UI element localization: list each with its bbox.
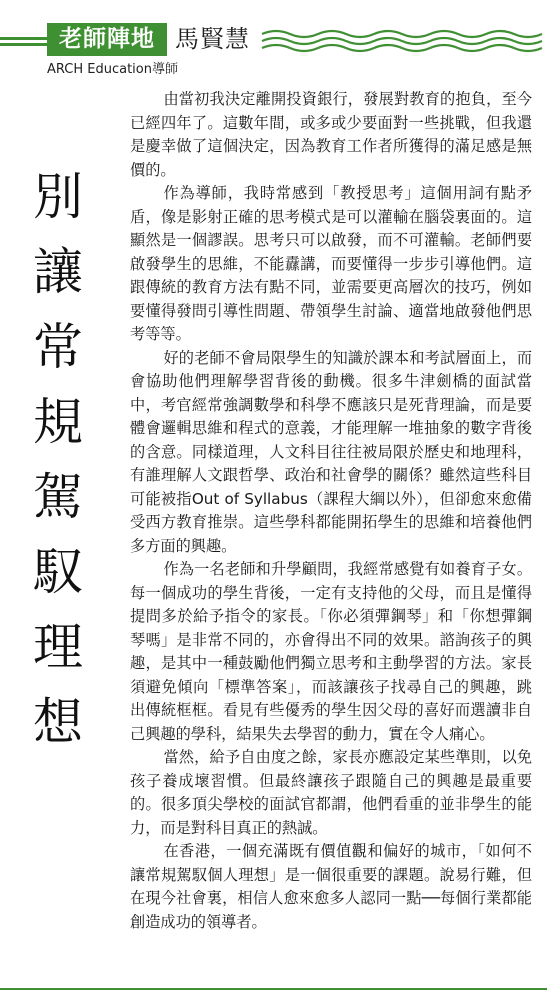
title-char: 駕 [33, 468, 83, 526]
column-header [0, 0, 547, 84]
article-paragraph: 作為導師，我時常感到「教授思考」這個用詞有點矛盾，像是影射正確的思考模式是可以灌輸在腦袋裏面的。這顯然是一個謬誤。思考只可以啟發，而不可灌輸。老師們要啟發學生的思維，不能纛講，而要懂得一步步引導他們。這跟傳統的教育方法有點不同，並需要更高層次的技巧，例如要懂得發問引導性問題、帶領學生討論、適當地啟發他們思考等等。 [130, 184, 532, 343]
stripes-decoration [0, 37, 47, 47]
title-char: 馭 [33, 543, 83, 601]
bottom-rule [0, 988, 547, 990]
section-tag: 老師陣地 [47, 23, 167, 56]
author-name: 馬賢慧 [175, 25, 250, 53]
article-body [130, 88, 532, 934]
title-char: 別 [33, 168, 83, 226]
article-paragraph: 當然，給予自由度之餘，家長亦應設定某些準則，以免孩子養成壞習慣。但最終讓孩子跟隨自己的興趣是最重要的。很多頂尖學校的面試官都謂，他們看重的並非學生的能力，而是對科目真正的熱誠。 [130, 748, 532, 837]
title-char: 想 [33, 693, 83, 751]
title-char: 讓 [33, 243, 83, 301]
author-subtitle: ARCH Education導師 [47, 62, 178, 77]
vertical-title [28, 160, 88, 760]
article-paragraph: 由當初我決定離開投資銀行，發展對教育的抱負，至今已經四年了。這數年間，或多或少要面對一些挑戰，但我還是慶幸做了這個決定，因為教育工作者所獲得的滿足感是無價的。 [130, 90, 532, 179]
title-char: 規 [33, 393, 83, 451]
title-char: 常 [33, 318, 83, 376]
article-paragraph: 好的老師不會局限學生的知識於課本和考試層面上，而會協助他們理解學習背後的動機。很多牛津劍橋的面試當中，考官經常強調數學和科學不應該只是死背理論，而是要體會邏輯思維和程式的意義，才能理解一堆抽象的數字背後的含意。同樣道理，人文科目往往被局限於歷史和地理科，有誰理解人文跟哲學、政治和社會學的關係？雖然這些科目可能被指Out of Syllabus（課程大綱以外），但卻愈來愈備受西方教育推崇。這些學科都能開拓學生的思維和培養他們多方面的興趣。 [130, 348, 532, 555]
article-paragraph: 作為一名老師和升學顧問，我經常感覺有如養育子女。每一個成功的學生背後，一定有支持他的父母，而且是懂得提問多於給予指令的家長。「你必須彈鋼琴」和「你想彈鋼琴嗎」是非常不同的，亦會得出不同的效果。諮詢孩子的興趣，是其中一種鼓勵他們獨立思考和主動學習的方法。家長須避免傾向「標準答案」，而該讓孩子找尋自己的興趣，跳出傳統框框。看見有些優秀的學生因父母的喜好而選讀非自己興趣的學科，結果失去學習的動力，實在令人痛心。 [130, 560, 532, 743]
title-char: 理 [33, 618, 83, 676]
article-paragraph: 在香港，一個充滿既有價值觀和偏好的城市，「如何不讓常規駕馭個人理想」是一個很重要的課題。說易行難，但在現今社會裏，相信人愈來愈多人認同一點──每個行業都能創造成功的領導者。 [130, 842, 532, 931]
wave-decoration [258, 26, 547, 56]
